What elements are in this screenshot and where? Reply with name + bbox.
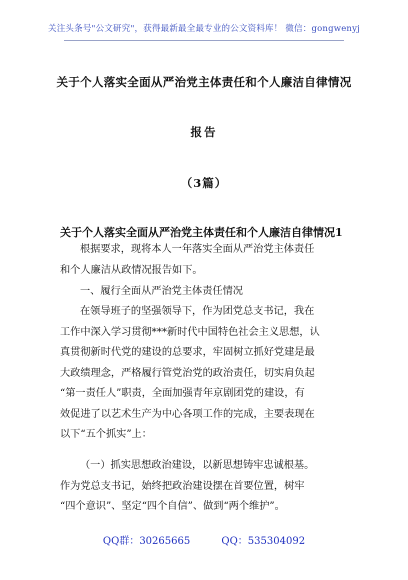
paragraph-line: “第一责任人”职责，全面加强青年京剧团党的建设，有: [60, 388, 305, 399]
paragraph-line: 真贯彻新时代党的建设的总要求，牢固树立抓好党建是最: [60, 347, 315, 358]
paragraph-line: 和个人廉洁从政情况报告如下。: [60, 264, 203, 276]
footer-qq-group: QQ群：30265665: [102, 536, 191, 547]
paragraph-line: “四个意识”、坚定“四个自信”、做到“两个维护”。: [60, 501, 285, 512]
document-title-line-2: 报告: [190, 125, 218, 139]
section-title: 关于个人落实全面从严治党主体责任和个人廉洁自律情况1: [60, 226, 343, 239]
footer-contact: [0, 532, 408, 547]
paragraph-body: [60, 302, 350, 446]
document-count: （3篇）: [180, 176, 228, 190]
header-divider: [64, 40, 344, 41]
paragraph-line: 效促进了以艺术生产为中心各项工作的完成，主要表现在: [60, 408, 315, 420]
paragraph-heading: [60, 282, 350, 303]
paragraph-line: 根据要求，现将本人一年落实全面从严治党主体责任: [80, 244, 315, 255]
paragraph-line: 在领导班子的坚强领导下，作为团党总支书记，我在: [80, 306, 315, 317]
paragraph-subsection: [60, 456, 350, 518]
paragraph-line: 以下“五个抓实”上：: [60, 429, 152, 440]
paragraph-line: 工作中深入学习贯彻***新时代中国特色社会主义思想，认: [60, 326, 320, 338]
footer-qq: QQ：535304092: [221, 536, 306, 547]
paragraph-line: （一）抓实思想政治建设，以新思想铸牢忠诚根基。: [80, 460, 315, 471]
document-title-line-1: 关于个人落实全面从严治党主体责任和个人廉洁自律情况: [56, 75, 352, 89]
paragraph-line: 大政绩理念，严格履行管党治党的政治责任，切实肩负起: [60, 367, 315, 379]
paragraph-line: 一、履行全面从严治党主体责任情况: [80, 286, 243, 297]
paragraph-line: 作为党总支书记，始终把政治建设摆在首要位置，树牢: [60, 480, 305, 492]
header-note: 关注头条号"公文研究"，获得最新最全最专业的公文资料库！ 微信：gongwenyj: [48, 24, 360, 34]
paragraph-intro: [60, 240, 350, 281]
